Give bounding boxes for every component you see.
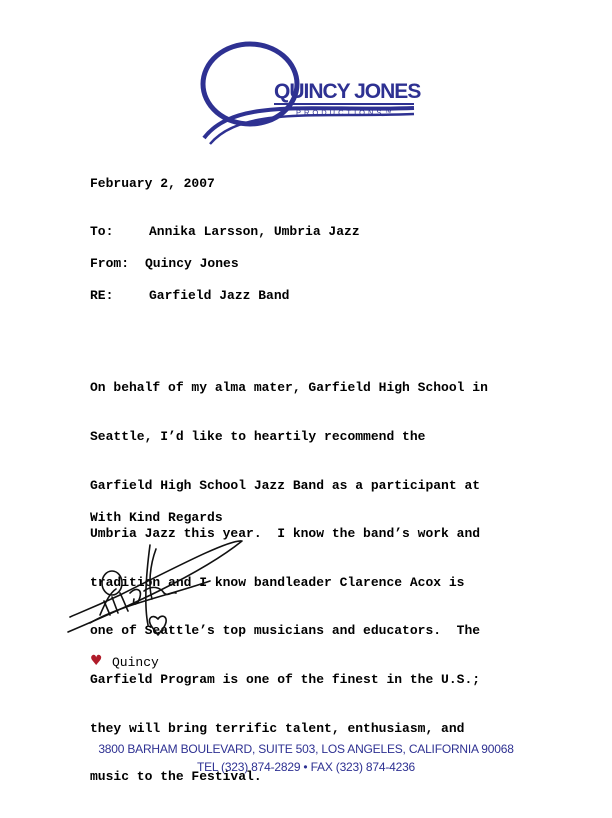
footer-address: 3800 BARHAM BOULEVARD, SUITE 503, LOS ANGELES, CALIFORNIA 90068 bbox=[98, 742, 514, 756]
body-line: one of Seattle’s top musicians and educators. The bbox=[90, 623, 481, 639]
body-line: Garfield Program is one of the finest in the U.S.; bbox=[90, 672, 481, 688]
signoff-name: Quincy bbox=[112, 655, 159, 670]
from-label: From: bbox=[90, 256, 130, 271]
company-logo bbox=[196, 36, 422, 146]
body-line: they will bring terrific talent, enthusiasm, and bbox=[90, 720, 465, 736]
letter-date: February 2, 2007 bbox=[90, 176, 215, 191]
from-line bbox=[90, 256, 239, 271]
re-value: Garfield Jazz Band bbox=[149, 288, 290, 303]
closing: With Kind Regards bbox=[90, 510, 223, 525]
to-label: To: bbox=[90, 224, 114, 239]
body-line: Garfield High School Jazz Band as a participant at bbox=[90, 477, 481, 493]
to-value: Annika Larsson, Umbria Jazz bbox=[149, 224, 360, 239]
body-line: tradition and I know bandleader Clarence Acox is bbox=[90, 574, 465, 590]
from-value: Quincy Jones bbox=[145, 256, 239, 271]
re-line bbox=[90, 288, 289, 303]
body-line: music to the Festival. bbox=[90, 769, 262, 785]
letterhead-footer bbox=[60, 740, 552, 776]
logo-name: QUINCY JONES bbox=[274, 80, 421, 103]
handwritten-signature bbox=[60, 535, 250, 650]
to-line bbox=[90, 224, 360, 239]
footer-phone: TEL (323) 874-2829 • FAX (323) 874-4236 bbox=[196, 760, 416, 774]
body-line: Seattle, I’d like to heartily recommend the bbox=[90, 429, 426, 445]
heart-icon: ♥ bbox=[90, 653, 103, 669]
body-line: On behalf of my alma mater, Garfield High School in bbox=[90, 380, 488, 396]
logo-subtitle: PRODUCTIONS™ bbox=[296, 108, 395, 117]
re-label: RE: bbox=[90, 288, 114, 303]
body-line: Umbria Jazz this year. I know the band’s work and bbox=[90, 526, 481, 542]
